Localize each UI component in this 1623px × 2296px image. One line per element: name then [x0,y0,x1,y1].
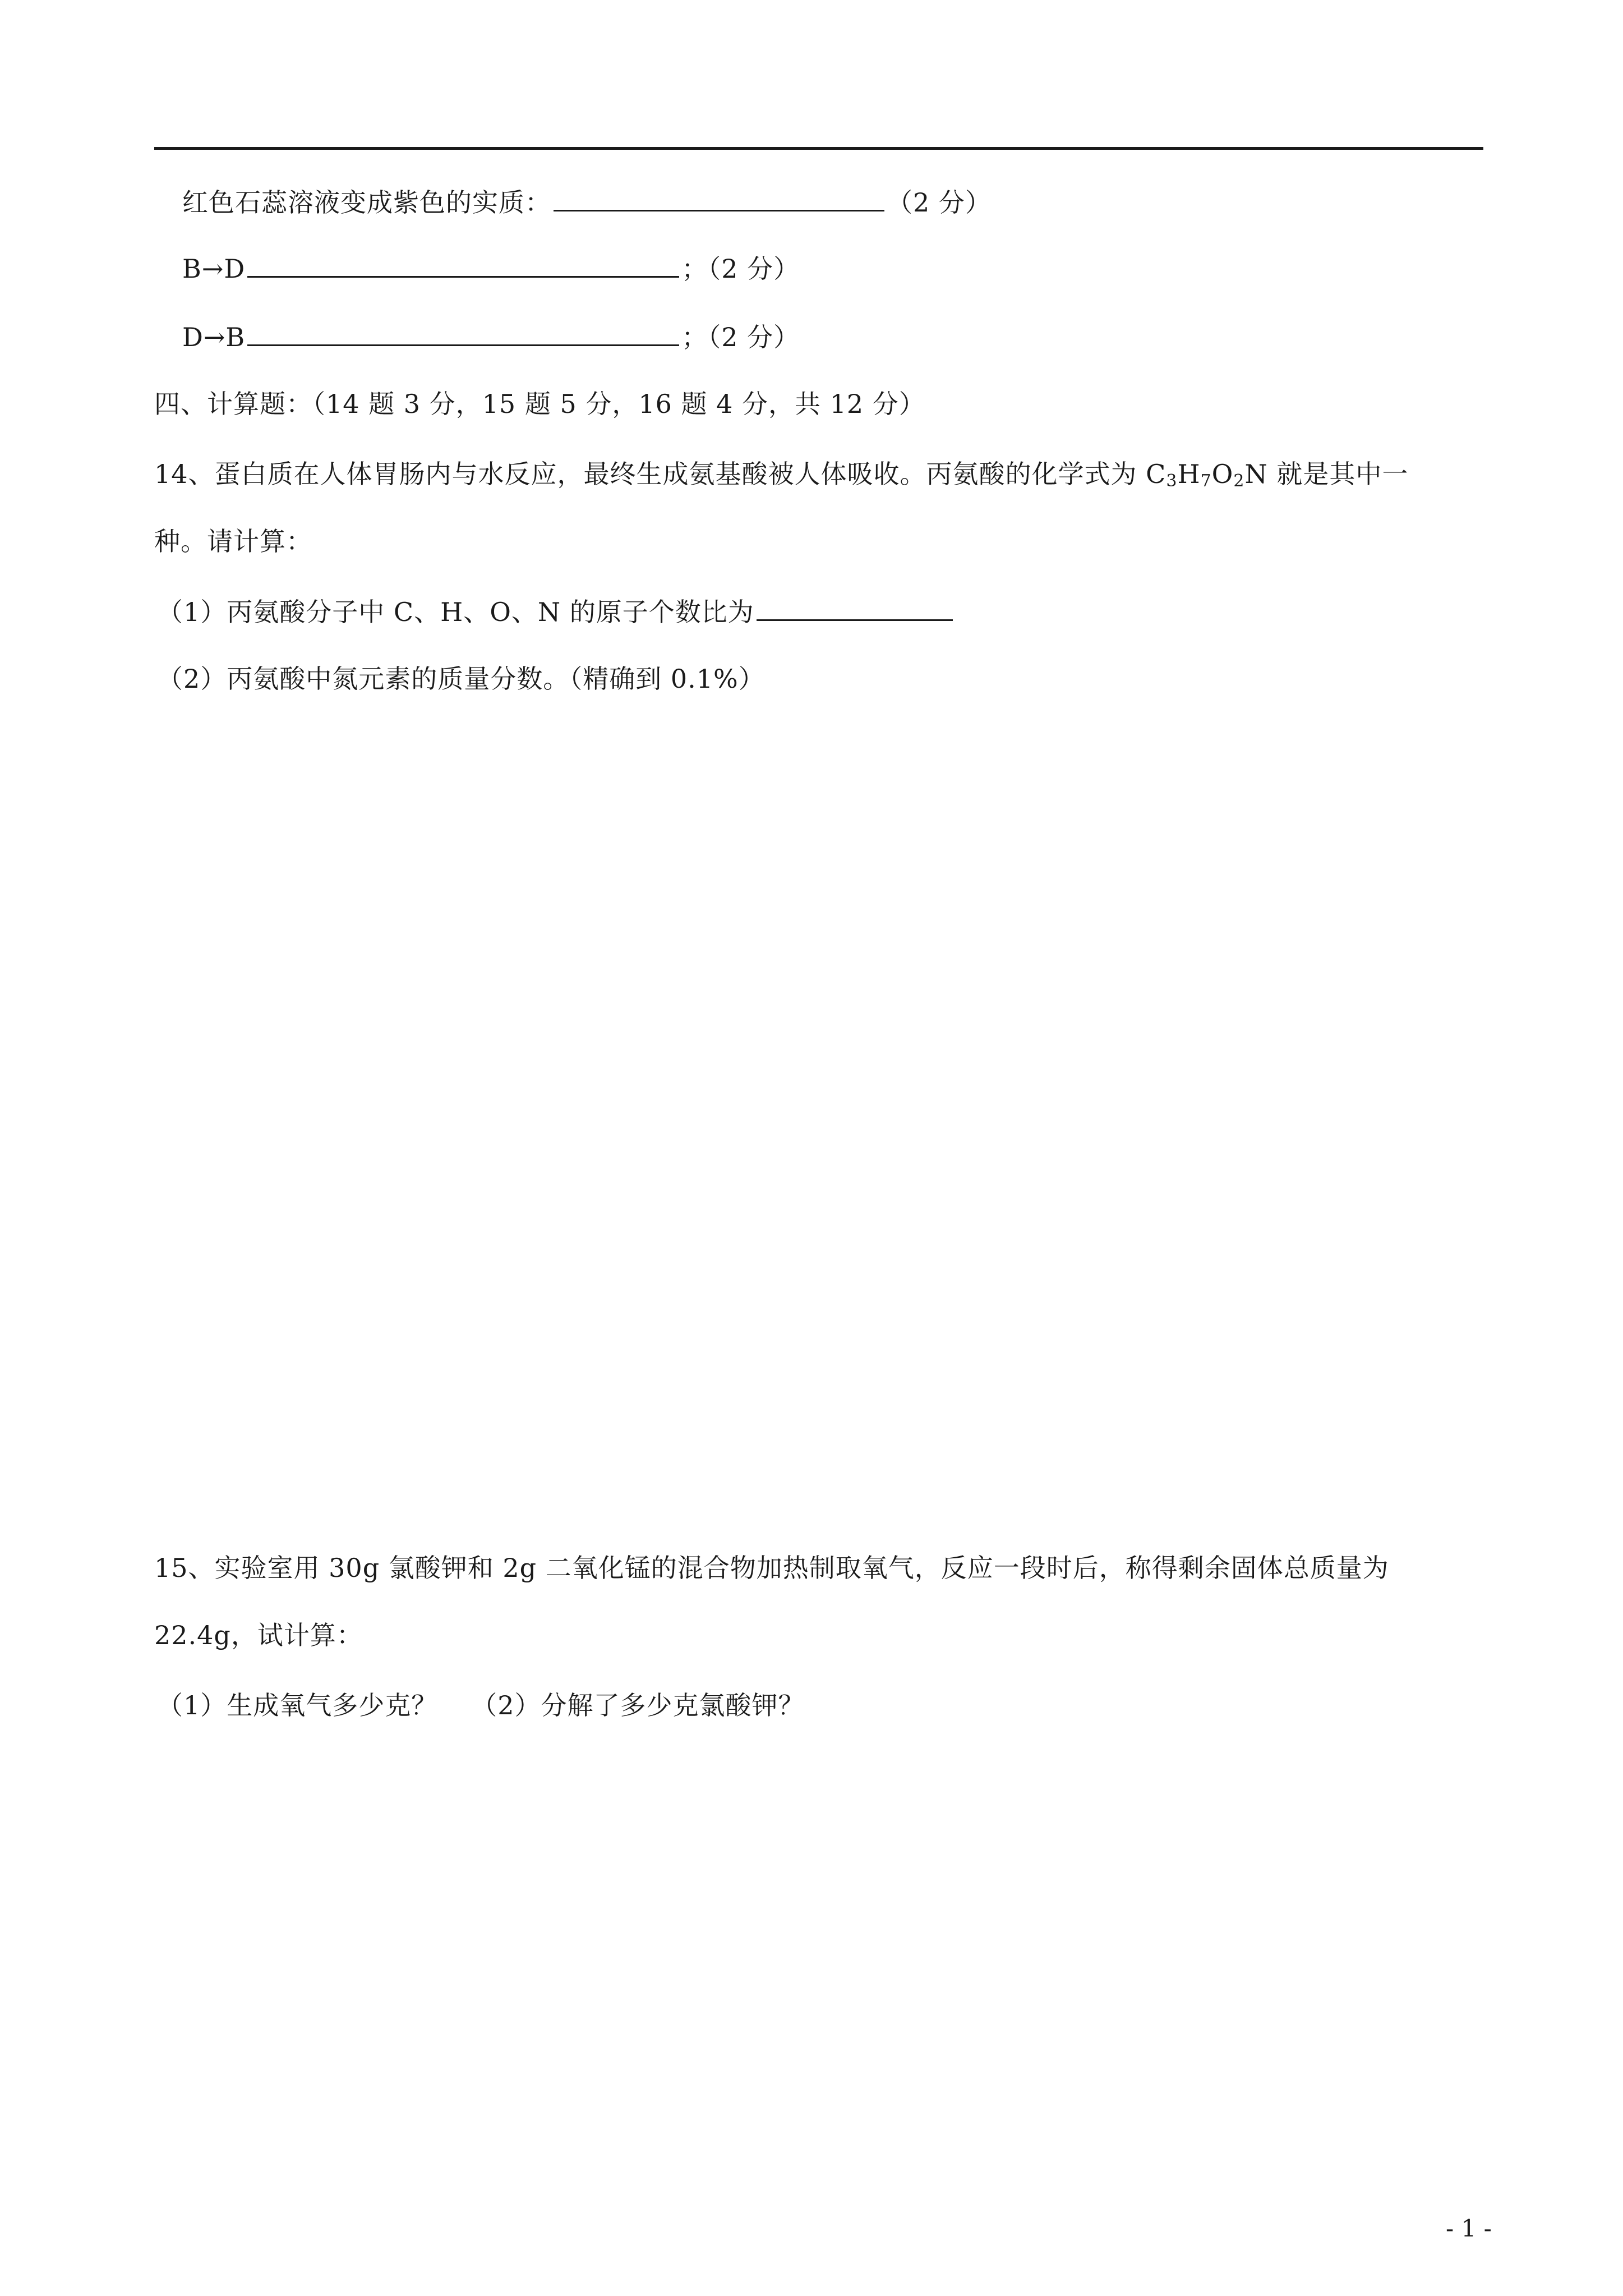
q15-sub-2: （2）分解了多少克氯酸钾？ [471,1690,805,1720]
q14-line-2: 种。请计算： [154,526,312,556]
q15-subs [157,1688,805,1722]
page-number: - 1 - [1446,2215,1492,2242]
alanine-formula: $C_3H_7O_2N$ [1146,459,1268,491]
q14-ratio-answer-blank[interactable] [757,595,953,621]
b-to-d-label: B→D [182,254,246,284]
q14-sub-1-text: （1）丙氨酸分子中 C、H、O、N 的原子个数比为 [157,597,754,627]
q14-text-a: 14、蛋白质在人体胃肠内与水反应，最终生成氨基酸被人体吸收。丙氨酸的化学式为 [154,459,1146,489]
q14-sub-1 [157,595,955,629]
q15-sub-1: （1）生成氧气多少克？ [157,1690,438,1720]
b-to-d-answer-blank[interactable] [247,251,679,278]
litmus-answer-blank[interactable] [554,185,884,211]
d-to-b-line [182,320,800,354]
litmus-score: （2 分） [887,187,992,218]
q15-line-2: 22.4g，试计算： [154,1620,363,1650]
q14-text-b: 就是其中一 [1267,459,1409,489]
b-to-d-line [182,251,800,286]
b-to-d-score: ；（2 分） [681,254,800,284]
section-4-heading: 四、计算题：（14 题 3 分，15 题 5 分，16 题 4 分，共 12 分） [154,389,925,419]
q15-line-1: 15、实验室用 30g 氯酸钾和 2g 二氧化锰的混合物加热制取氧气，反应一段时后，称得剩余固体总质量为 [154,1553,1389,1583]
q14-line-1 [154,457,1408,491]
d-to-b-label: D→B [182,322,246,352]
d-to-b-answer-blank[interactable] [247,320,679,346]
q14-sub-2: （2）丙氨酸中氮元素的质量分数。（精确到 0.1%） [157,664,765,694]
litmus-line [182,185,992,219]
litmus-text: 红色石蕊溶液变成紫色的实质： [182,187,551,218]
d-to-b-score: ；（2 分） [681,322,800,352]
header-rule [154,147,1483,150]
